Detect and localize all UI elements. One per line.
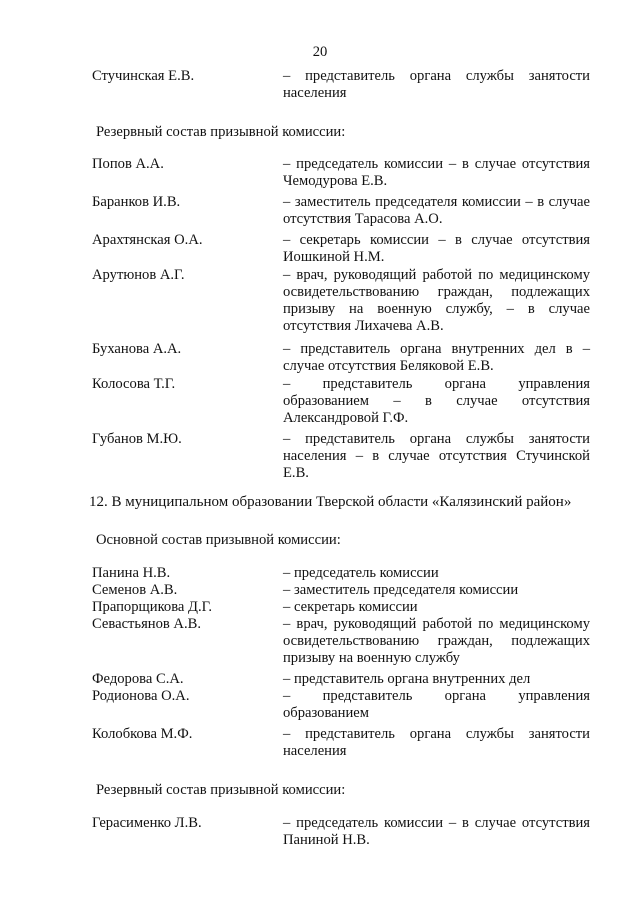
member-name: Колосова Т.Г. <box>92 376 176 392</box>
page-number: 20 <box>312 44 328 60</box>
member-name: Арутюнов А.Г. <box>92 267 185 283</box>
member-role: – представитель органа управления образованием – в случае отсутствия Александровой Г.Ф. <box>283 376 590 426</box>
member-name: Федорова С.А. <box>92 671 184 687</box>
list-item <box>0 68 640 102</box>
list-item <box>0 341 640 375</box>
reserve-heading: Резервный состав призывной комиссии: <box>96 782 346 798</box>
member-name: Буханова А.А. <box>92 341 182 357</box>
member-role: – председатель комиссии – в случае отсутствия Чемодурова Е.В. <box>283 156 590 189</box>
list-item <box>0 232 640 266</box>
main-composition-heading: Основной состав призывной комиссии: <box>96 532 341 548</box>
member-role: – врач, руководящий работой по медицинскому освидетельствованию граждан, подлежащих призыву на военную службу <box>283 616 590 666</box>
member-name: Попов А.А. <box>92 156 164 172</box>
list-item <box>0 671 640 688</box>
member-name: Стучинская Е.В. <box>92 68 195 84</box>
member-role: – представитель органа управления образованием <box>283 688 590 721</box>
member-role: – секретарь комиссии – в случае отсутствия Иошкиной Н.М. <box>283 232 590 265</box>
member-name: Губанов М.Ю. <box>92 431 182 447</box>
member-role: – председатель комиссии <box>283 565 439 581</box>
list-item <box>0 688 640 722</box>
member-role: – председатель комиссии – в случае отсутствия Паниной Н.В. <box>283 815 590 848</box>
list-item <box>0 156 640 190</box>
member-role: – представитель органа внутренних дел в – случае отсутствия Беляковой Е.В. <box>283 341 590 374</box>
list-item <box>0 194 640 228</box>
section-title: 12. В муниципальном образовании Тверской области «Калязинский район» <box>89 494 572 510</box>
reserve-list <box>0 815 640 849</box>
list-item <box>0 582 640 599</box>
member-name: Герасименко Л.В. <box>92 815 202 831</box>
member-name: Баранков И.В. <box>92 194 181 210</box>
list-item <box>0 599 640 616</box>
member-role: – представитель органа службы занятости населения <box>283 68 590 101</box>
member-role: – представитель органа службы занятости населения – в случае отсутствия Стучинской Е.В. <box>283 431 590 481</box>
list-item <box>0 376 640 427</box>
member-role: – представитель органа службы занятости населения <box>283 726 590 759</box>
member-name: Севастьянов А.В. <box>92 616 202 632</box>
list-item <box>0 431 640 482</box>
member-name: Арахтянская О.А. <box>92 232 203 248</box>
reserve-heading: Резервный состав призывной комиссии: <box>96 124 346 140</box>
member-name: Родионова О.А. <box>92 688 190 704</box>
commission-list-continued <box>0 68 640 102</box>
main-list <box>0 565 640 760</box>
list-item <box>0 726 640 760</box>
list-item <box>0 616 640 667</box>
member-name: Прапорщикова Д.Г. <box>92 599 213 615</box>
list-item <box>0 815 640 849</box>
member-name: Панина Н.В. <box>92 565 171 581</box>
member-role: – представитель органа внутренних дел <box>283 671 531 687</box>
list-item <box>0 267 640 335</box>
member-name: Семенов А.В. <box>92 582 178 598</box>
member-role: – заместитель председателя комиссии – в случае отсутствия Тарасова А.О. <box>283 194 590 227</box>
member-role: – секретарь комиссии <box>283 599 418 615</box>
reserve-list <box>0 156 640 482</box>
member-name: Колобкова М.Ф. <box>92 726 193 742</box>
list-item <box>0 565 640 582</box>
member-role: – заместитель председателя комиссии <box>283 582 519 598</box>
member-role: – врач, руководящий работой по медицинскому освидетельствованию граждан, подлежащих призыву на военную службу, – в случае отсутствия Лихачева А.В. <box>283 267 590 334</box>
